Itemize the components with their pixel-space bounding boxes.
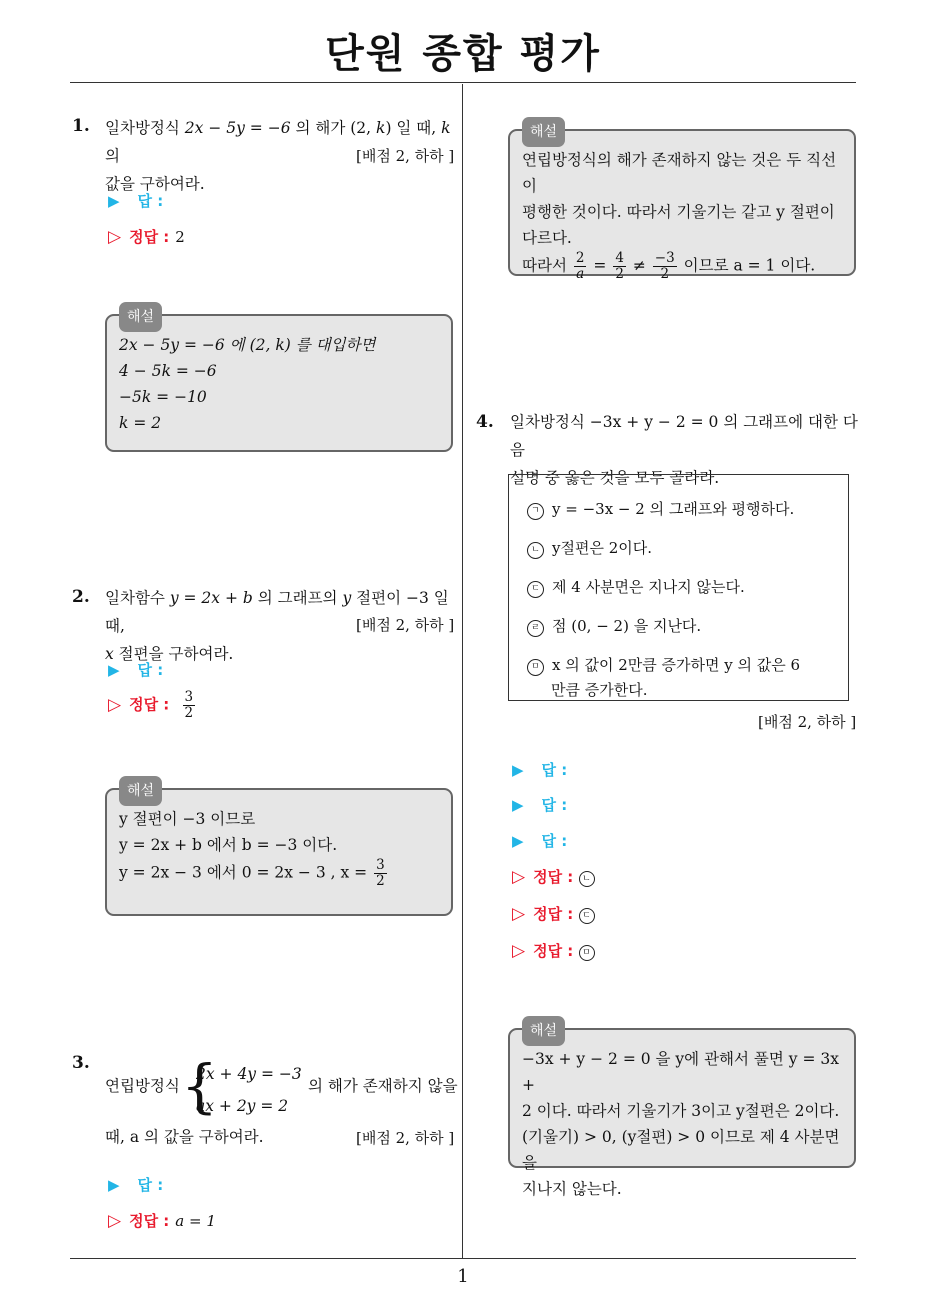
choice-2: ㄴ y절편은 2이다. [527, 536, 652, 560]
question-1-score: [배점 2, 하하 ] [356, 147, 455, 165]
correct-triangle-icon: ▷ [512, 904, 526, 924]
question-4-correct-row-3: ▷ 정답 : ㅁ [512, 940, 595, 961]
choice-5-continued: 만큼 증가한다. [551, 681, 648, 699]
question-3-line2: 때, a 의 값을 구하여라. [105, 1128, 264, 1146]
question-3-correct-row: ▷ 정답 : a = 1 [108, 1211, 216, 1231]
choice-4: ㄹ 점 (0, − 2) 을 지난다. [527, 614, 701, 638]
question-3-explanation: 해설 연립방정식의 해가 존재하지 않는 것은 두 직선이 평행한 것이다. 따라서 기울기는 같고 y 절편이 다르다. 따라서 $\frac{2}{a}$ = $\frac{4}{2}$ ≠ $\frac{-3}{2}$ 이므로 a = 1 이다. [508, 129, 856, 276]
question-4-answer-row-1: ▶ 답 : [512, 761, 568, 779]
explanation-tag: 해설 [119, 776, 162, 806]
question-1-explanation: 해설 2x − 5y = −6 에 (2, k) 를 대입하면 4 − 5k = −6 −5k = −10 k = 2 [105, 314, 453, 452]
question-1-correct-row: ▷ 정답 : 2 [108, 227, 185, 247]
page-title: 단원 종합 평가 [325, 31, 601, 77]
explanation-tag: 해설 [119, 302, 162, 332]
question-4-number: 4. [476, 412, 494, 432]
answer-triangle-icon: ▶ [108, 1176, 120, 1194]
top-rule [70, 82, 856, 83]
question-1-text: 일차방정식 2x − 5y = −6 의 해가 (2, k) 일 때, k 의 값을 구하여라. [105, 119, 451, 193]
question-1-answer-row: ▶ 답 : [108, 192, 164, 210]
bottom-rule [70, 1258, 856, 1259]
question-4-text: 일차방정식 −3x + y − 2 = 0 의 그래프에 대한 다음 설명 중 옳은 것을 모두 골라라. [510, 413, 858, 487]
question-2-score: [배점 2, 하하 ] [356, 616, 455, 634]
question-4-choices-box [508, 474, 849, 701]
question-4-answer-row-2: ▶ 답 : [512, 796, 568, 814]
correct-triangle-icon: ▷ [108, 1211, 122, 1231]
system-brace: { [181, 1052, 218, 1120]
question-4-score: [배점 2, 하하 ] [758, 713, 857, 731]
answer-triangle-icon: ▶ [512, 761, 524, 779]
question-4-correct-row-2: ▷ 정답 : ㄷ [512, 903, 595, 924]
question-2-text: 일차함수 y = 2x + b 의 그래프의 y 절편이 −3 일 때, x 절편을 구하여라. [105, 589, 449, 663]
question-3-prefix: 연립방정식 [105, 1077, 180, 1095]
question-3-answer-row: ▶ 답 : [108, 1176, 164, 1194]
correct-triangle-icon: ▷ [108, 227, 122, 247]
question-2-explanation: 해설 y 절편이 −3 이므로 y = 2x + b 에서 b = −3 이다. y = 2x − 3 에서 0 = 2x − 3 , x = $\frac{3}{2}$ [105, 788, 453, 916]
question-3-eq2: ax + 2y = 2 [196, 1097, 289, 1115]
question-2-number: 2. [72, 587, 90, 607]
explanation-tag: 해설 [522, 1016, 565, 1046]
correct-triangle-icon: ▷ [108, 694, 122, 715]
explanation-tag: 해설 [522, 117, 565, 147]
answer-triangle-icon: ▶ [512, 796, 524, 814]
correct-triangle-icon: ▷ [512, 867, 526, 887]
question-2-correct-row: ▷ 정답 : $\frac{3}{2}$ [108, 689, 194, 721]
question-2-answer-row: ▶ 답 : [108, 661, 164, 679]
page-number: 1 [457, 1266, 469, 1287]
answer-triangle-icon: ▶ [108, 192, 120, 210]
choice-5: ㅁ x 의 값이 2만큼 증가하면 y 의 값은 6 [527, 653, 800, 677]
choice-1: ㄱ y = −3x − 2 의 그래프와 평행하다. [527, 497, 794, 521]
question-4-correct-row-1: ▷ 정답 : ㄴ [512, 866, 595, 887]
question-3-score: [배점 2, 하하 ] [356, 1129, 455, 1147]
question-1-number: 1. [72, 116, 90, 136]
choice-3: ㄷ 제 4 사분면은 지나지 않는다. [527, 575, 745, 599]
question-4-answer-row-3: ▶ 답 : [512, 832, 568, 850]
question-3-number: 3. [72, 1053, 90, 1073]
question-3-eq1: 2x + 4y = −3 [196, 1065, 302, 1083]
correct-triangle-icon: ▷ [512, 941, 526, 961]
question-4-explanation: 해설 −3x + y − 2 = 0 을 y에 관해서 풀면 y = 3x + 2 이다. 따라서 기울기가 3이고 y절편은 2이다. (기울기) > 0, (y절편) > 0 이므로 제 4 사분면을 지나지 않는다. [508, 1028, 856, 1168]
column-divider [462, 84, 463, 1258]
answer-triangle-icon: ▶ [108, 661, 120, 679]
question-3-suffix: 의 해가 존재하지 않을 [308, 1077, 458, 1095]
answer-triangle-icon: ▶ [512, 832, 524, 850]
